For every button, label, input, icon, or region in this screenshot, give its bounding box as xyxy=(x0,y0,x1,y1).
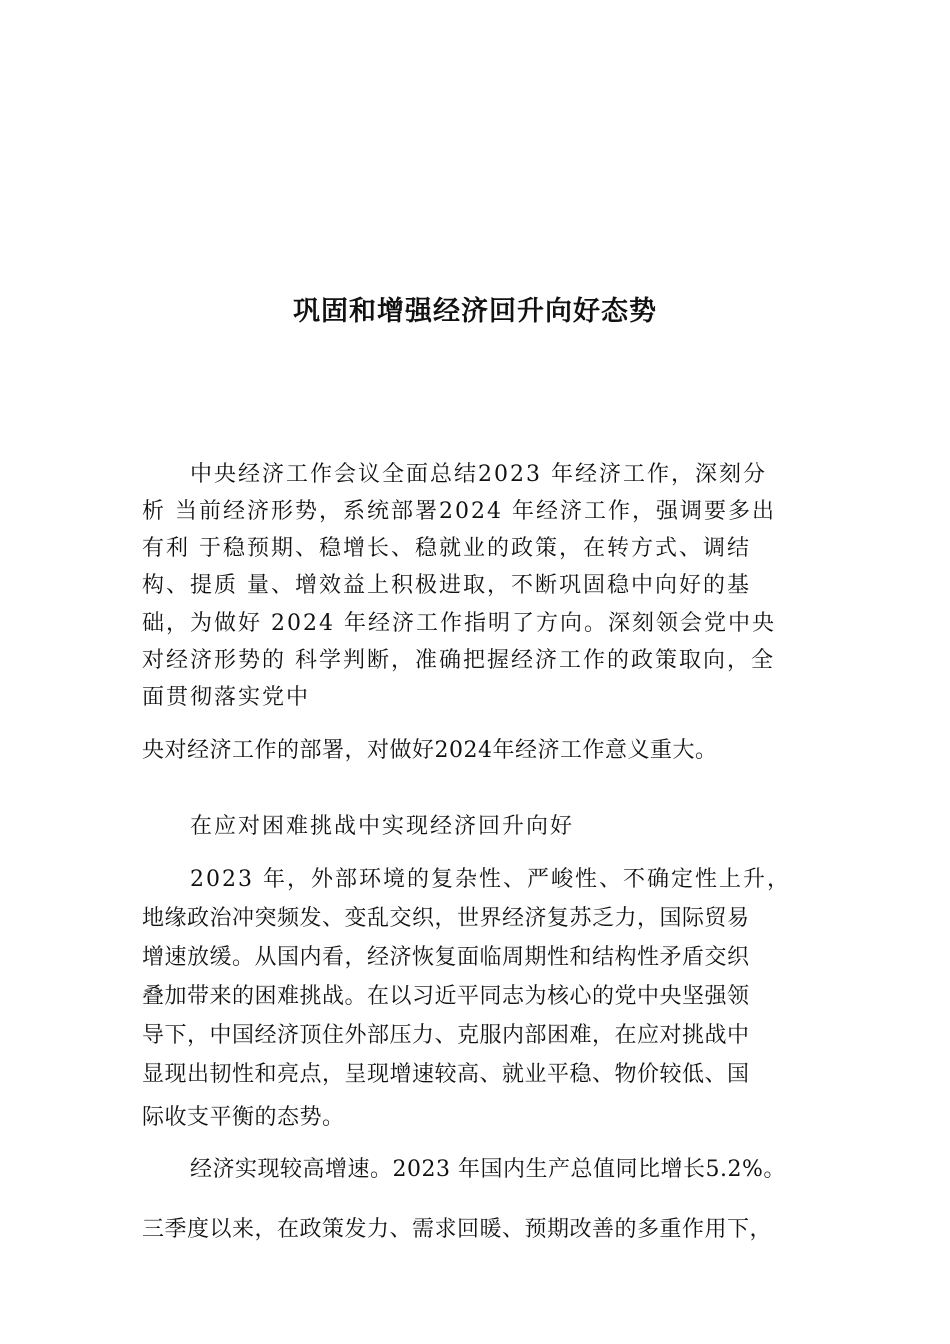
paragraph-line: 经济实现较高增速。2023 年国内生产总值同比增长5.2%。 xyxy=(190,1157,786,1182)
paragraph-line: 2023 年，外部环境的复杂性、严峻性、不确定性上升， xyxy=(190,867,791,892)
paragraph-line: 面贯彻落实党中 xyxy=(142,685,311,710)
paragraph-line: 地缘政治冲突频发、变乱交织，世界经济复苏乏力，国际贸易 xyxy=(142,906,750,931)
paragraph-line: 增速放缓。从国内看，经济恢复面临周期性和结构性矛盾交织 xyxy=(142,945,750,970)
paragraph-line: 际收支平衡的态势。 xyxy=(142,1105,345,1130)
paragraph-line: 三季度以来，在政策发力、需求回暖、预期改善的多重作用下， xyxy=(142,1217,773,1242)
paragraph-line: 有利 于稳预期、稳增长、稳就业的政策，在转方式、调结 xyxy=(142,536,751,561)
paragraph-line: 央对经济工作的部署，对做好2024年经济工作意义重大。 xyxy=(142,738,718,763)
paragraph-line: 对经济形势的 科学判断，准确把握经济工作的政策取向，全 xyxy=(142,648,775,673)
document-title: 巩固和增强经济回升向好态势 xyxy=(293,296,657,327)
section-heading: 在应对困难挑战中实现经济回升向好 xyxy=(190,814,575,839)
paragraph-line: 础，为做好 2024 年经济工作指明了方向。深刻领会党中央 xyxy=(142,611,776,636)
paragraph-line: 析 当前经济形势，系统部署2024 年经济工作，强调要多出 xyxy=(142,499,776,524)
paragraph-line: 叠加带来的困难挑战。在以习近平同志为核心的党中央坚强领 xyxy=(142,984,750,1009)
paragraph-line: 显现出韧性和亮点，呈现增速较高、就业平稳、物价较低、国 xyxy=(142,1062,750,1087)
paragraph-line: 导下，中国经济顶住外部压力、克服内部困难，在应对挑战中 xyxy=(142,1023,750,1048)
paragraph-line: 构、提质 量、增效益上积极进取，不断巩固稳中向好的基 xyxy=(142,573,751,598)
paragraph-line: 中央经济工作会议全面总结2023 年经济工作，深刻分 xyxy=(190,462,767,487)
